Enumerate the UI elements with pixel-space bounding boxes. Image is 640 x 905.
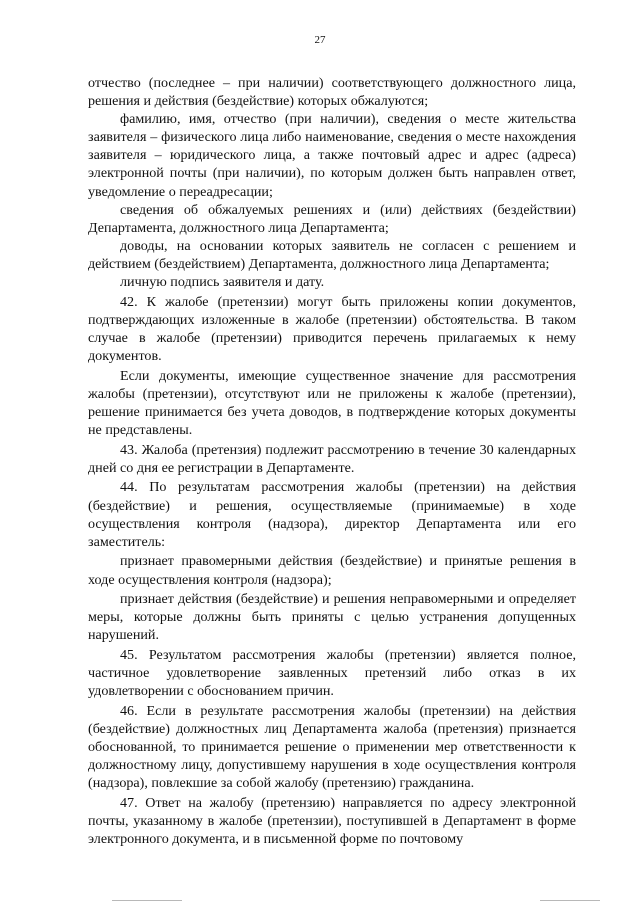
paragraph-3: сведения об обжалуемых решениях и (или) действиях (бездействии) Департамента, должностного лица Департамента; <box>88 201 576 236</box>
paragraph-9: 44. По результатам рассмотрения жалобы (претензии) на действия (бездействие) и решения, осуществляемые (принимаемые) в ходе осуществления контроля (надзора), директор Департамента или его заместитель: <box>88 479 576 550</box>
paragraph-1: отчество (последнее – при наличии) соответствующего должностного лица, решения и действия (бездействие) которых обжалуются; <box>88 75 576 110</box>
page-number: 27 <box>314 34 326 46</box>
paragraph-13: 46. Если в результате рассмотрения жалобы (претензии) на действия (бездействие) должностных лиц Департамента жалоба (претензия) признается обоснованной, то принимается решение о применении мер ответственности к должностному лицу, допустившему нарушения в ходе осуществления контроля (надзора), повлекшие за собой жалобу (претензию) гражданина. <box>88 702 576 792</box>
scan-artifact <box>0 895 640 901</box>
scan-artifact-mark <box>540 900 600 901</box>
paragraph-11: признает действия (бездействие) и решения неправомерными и определяет меры, которые должны быть приняты с целью устранения допущенных нарушений. <box>88 591 576 644</box>
paragraph-14: 47. Ответ на жалобу (претензию) направляется по адресу электронной почты, указанному в жалобе (претензии), поступившей в Департамент в форме электронного документа, и в письменной форме по почтовому <box>88 795 576 848</box>
scan-artifact-mark <box>112 900 182 901</box>
paragraph-4: доводы, на основании которых заявитель не согласен с решением и действием (бездействием) Департамента, должностного лица Департамента; <box>88 237 576 272</box>
paragraph-12: 45. Результатом рассмотрения жалобы (претензии) является полное, частичное удовлетворение заявленных претензий либо отказ в их удовлетворении с обоснованием причин. <box>88 647 576 700</box>
paragraph-2: фамилию, имя, отчество (при наличии), сведения о месте жительства заявителя – физического лица либо наименование, сведения о месте нахождения заявителя – юридического лица, а также почтовый адрес и адрес (адреса) электронной почты (при наличии), по которым должен быть направлен ответ, уведомление о переадресации; <box>88 111 576 200</box>
paragraph-5: личную подпись заявителя и дату. <box>120 274 325 291</box>
paragraph-7: Если документы, имеющие существенное значение для рассмотрения жалобы (претензии), отсутствуют или не приложены к жалобе (претензии), решение принимается без учета доводов, в подтверждение которых документы не представлены. <box>88 367 576 438</box>
paragraph-6: 42. К жалобе (претензии) могут быть приложены копии документов, подтверждающих изложенные в жалобе (претензии) обстоятельства. В таком случае в жалобе (претензии) приводится перечень прилагаемых к нему документов. <box>88 293 576 364</box>
paragraph-10: признает правомерными действия (бездействие) и принятые решения в ходе осуществления контроля (надзора); <box>88 553 576 588</box>
paragraph-8: 43. Жалоба (претензия) подлежит рассмотрению в течение 30 календарных дней со дня ее регистрации в Департаменте. <box>88 441 576 476</box>
document-body <box>88 74 576 848</box>
